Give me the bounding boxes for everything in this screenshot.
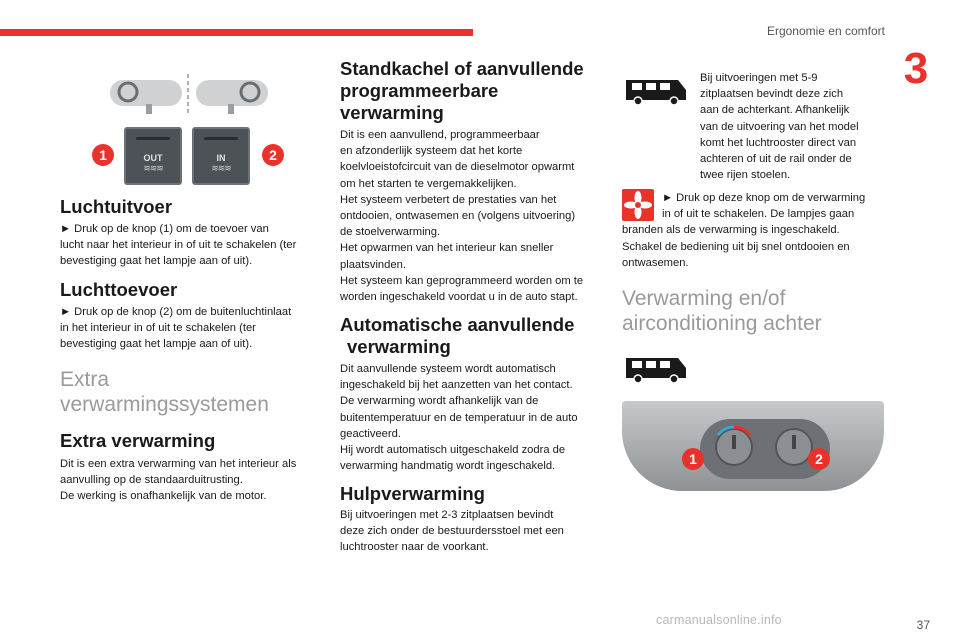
achter-line: komt het luchtrooster direct van [700,136,857,149]
out-label: OUT [143,153,163,163]
standkachel-line: om het starten te vergemakkelijken. [340,177,517,190]
air-in-button[interactable] [192,127,250,185]
standkachel-line: Het opwarmen van het interieur kan sneller [340,242,554,255]
achter-line: van de uitvoering van het model [700,120,859,133]
section-title-extra-verwarming: Extra verwarming [60,430,216,451]
watermark: carmanualsonline.info [656,613,782,627]
chapter-number: 3 [903,44,929,93]
hulpverwarming-line: luchtrooster naar de voorkant. [340,541,489,554]
section-title-extra-line: Extra [60,368,110,391]
van-icon [622,74,690,106]
section-title-achter-line: airconditioning achter [622,312,822,335]
callout-badge-1: 1 [92,144,114,166]
luchtuitvoer-line: lucht naar het interieur in of uit te schakelen (ter [60,239,297,252]
achter-line: achteren of uit de rail onder de [700,153,852,166]
section-title-automatische-line: verwarming [347,336,451,357]
vent-diagram-icon [108,70,288,120]
standkachel-line: worden ingeschakeld voordat u in de auto stapt. [340,291,578,304]
standkachel-line: Het systeem verbetert de prestaties van het [340,193,557,206]
chapter-title: Ergonomie en comfort [766,24,885,38]
standkachel-line: ontdooien, ontwasemen en (volgens uitvoering) [340,210,576,223]
section-title-luchtuitvoer: Luchtuitvoer [60,196,173,217]
standkachel-line: Dit is een aanvullend, programmeerbaar [340,129,540,141]
automatische-line: geactiveerd. [340,427,401,440]
wave-icon: ≋≋≋ [143,163,163,173]
fan-line: ontwasemen. [622,256,689,269]
achter-line: twee rijen stoelen. [700,169,791,182]
callout-badge-2: 2 [808,448,830,470]
callout-badge-1: 1 [682,448,704,470]
fan-line: Schakel de bediening uit bij snel ontdooien en [622,240,850,253]
section-title-hulpverwarming: Hulpverwarming [340,483,485,504]
achter-line: aan de achterkant. Afhankelijk [700,104,850,117]
luchttoevoer-line: bevestiging gaat het lampje aan of uit). [60,338,253,351]
section-title-automatische-line: Automatische aanvullende [340,314,575,335]
van-icon [622,352,690,384]
fan-line: in of uit te schakelen. De lampjes gaan [662,208,855,221]
standkachel-line: de stoelverwarming. [340,226,441,239]
extra-verwarming-line: Dit is een extra verwarming van het interieur als [60,458,297,470]
standkachel-line: en afzonderlijk systeem dat het korte [340,145,523,158]
section-title-standkachel-line: verwarming [340,102,444,123]
automatische-line: Hij wordt automatisch uitgeschakeld zodra de [340,444,566,457]
section-title-achter-line: Verwarming en/of [622,287,786,310]
standkachel-line: koelvloeistofcircuit van de dieselmotor opwarmt [340,161,575,174]
extra-verwarming-line: aanvulling op de standaarduitrusting. [60,474,243,487]
achter-line: zitplaatsen bevindt deze zich [700,88,844,101]
automatische-line: De verwarming wordt afhankelijk van de [340,395,539,408]
section-title-standkachel-line: Standkachel of aanvullende [340,58,584,79]
section-title-extra-line: verwarmingssystemen [60,393,269,416]
fan-line: ► Druk op deze knop om de verwarming [662,192,866,204]
rear-climate-illustration [622,401,884,491]
ventilation-illustration [99,70,288,190]
automatische-line: ingeschakeld bij het aanzetten van het contact. [340,379,573,392]
wave-icon: ≋≋≋ [211,163,231,173]
achter-line: Bij uitvoeringen met 5-9 [700,72,818,84]
hulpverwarming-line: Bij uitvoeringen met 2-3 zitplaatsen bevindt [340,509,554,521]
header-accent-bar [0,29,473,36]
section-title-luchttoevoer: Luchttoevoer [60,279,178,300]
hulpverwarming-line: deze zich onder de bestuurdersstoel met een [340,525,564,538]
section-title-standkachel-line: programmeerbare [340,80,499,101]
automatische-line: buitentemperatuur en de temperatuur in de auto [340,411,578,424]
page-number: 37 [916,618,930,632]
air-out-button[interactable] [124,127,182,185]
luchttoevoer-line: in het interieur in of uit te schakelen (ter [60,322,256,335]
automatische-line: Dit aanvullende systeem wordt automatisch [340,363,556,375]
standkachel-line: Het systeem kan geprogrammeerd worden om te [340,274,584,287]
standkachel-line: plaatsvinden. [340,258,406,271]
luchttoevoer-line: ► Druk op de knop (2) om de buitenluchtinlaat [60,306,292,318]
luchtuitvoer-line: bevestiging gaat het lampje aan of uit). [60,255,253,268]
luchtuitvoer-line: ► Druk op de knop (1) om de toevoer van [60,223,269,235]
callout-badge-2: 2 [262,144,284,166]
extra-verwarming-line: De werking is onafhankelijk van de motor. [60,490,267,503]
automatische-line: verwarming handmatig wordt ingeschakeld. [340,460,556,473]
fan-line: branden als de verwarming is ingeschakeld. [622,224,840,237]
in-label: IN [216,153,226,163]
